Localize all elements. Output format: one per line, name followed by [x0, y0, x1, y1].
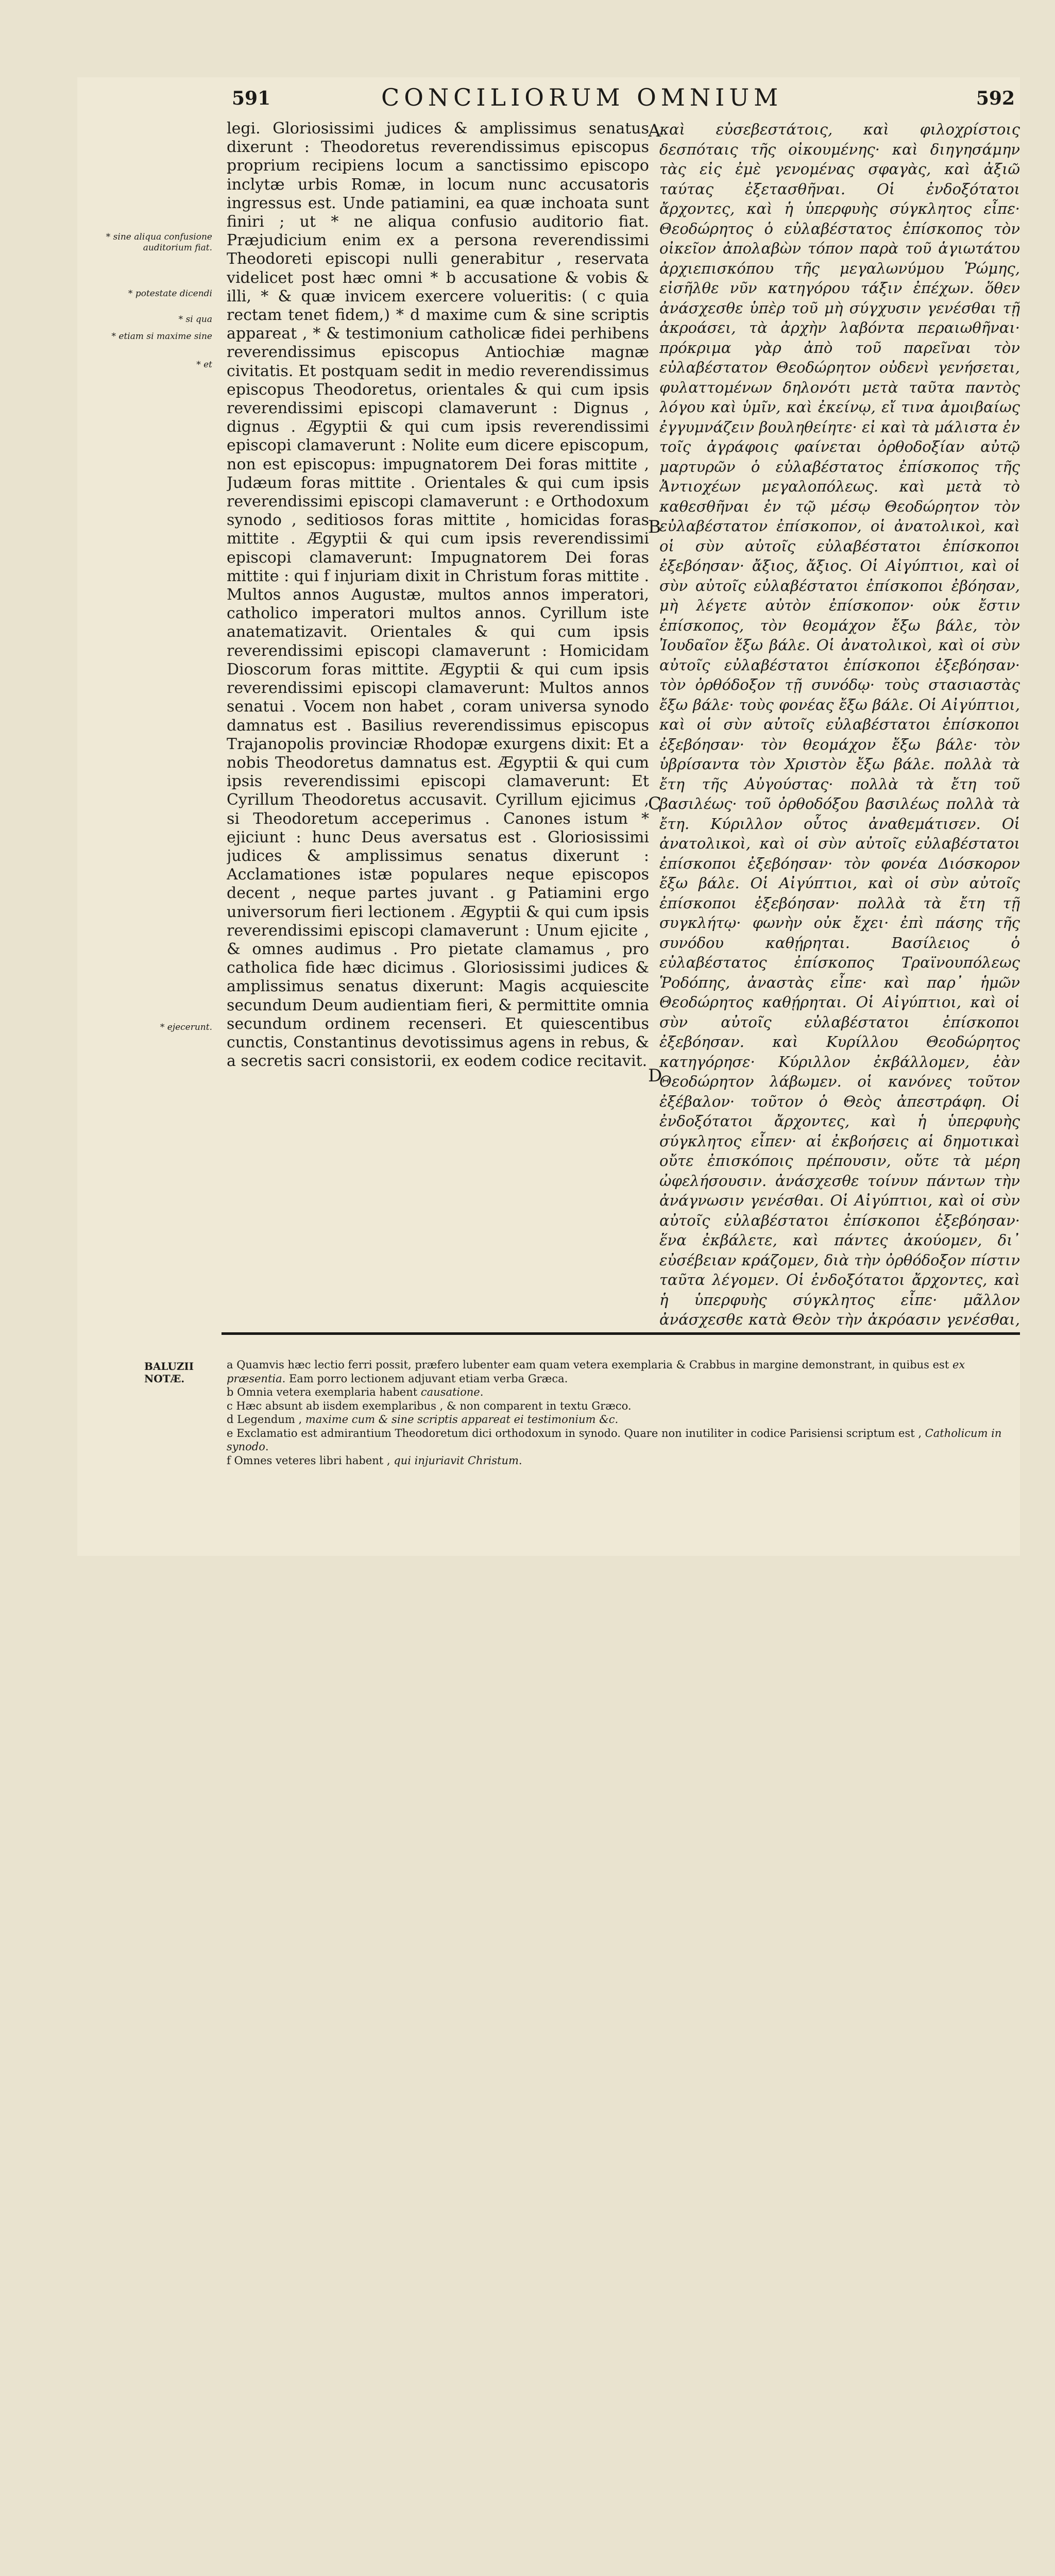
margin-note: * etiam si maxime sine [111, 331, 212, 342]
footnote-a: a Quamvis hæc lectio ferri possit, præfero lubenter eam quam vetera exemplaria & Crabbus in margine demonstrant, in quibus est ex præsentia. Eam porro lectionem adjuvant etiam verba Græca. [227, 1359, 965, 1385]
page-header [77, 83, 1020, 114]
section-letter-d: D [648, 1065, 662, 1086]
running-title: CONCILIORUM OMNIUM [381, 83, 783, 111]
page-number-right: 592 [976, 88, 1015, 109]
footnote-d: d Legendum , maxime cum & sine scriptis appareat ei testimonium &c. [227, 1413, 619, 1426]
margin-note: * ejecerunt. [160, 1022, 212, 1032]
footnotes [227, 1358, 1020, 1467]
footnote-e: e Exclamatio est admirantium Theodoretum dici orthodoxum in synodo. Quare non inutiliter in codice Parisiensi scriptum est , Catholicum in synodo. [227, 1427, 1002, 1453]
book-page [77, 77, 1020, 1556]
footnote-c: c Hæc absunt ab iisdem exemplaribus , & non comparent in textu Græco. [227, 1399, 632, 1412]
margin-note: * si qua [178, 314, 212, 325]
latin-column [227, 120, 649, 1325]
section-letter-c: C [648, 793, 662, 814]
greek-column [659, 120, 1020, 1330]
notes-heading: BALUZII NOTÆ. [144, 1360, 194, 1385]
margin-note: * potestate dicendi [128, 289, 212, 299]
greek-text: καὶ εὐσεβεστάτοις, καὶ φιλοχρίστοις δεσπόταις τῆς οἰκουμένης· καὶ διηγησάμην τὰς εἰς ἐμὲ γενομένας σφαγὰς, καὶ ἀξιῶ ταύτας ἐξετασθῆναι. Οἱ ἐνδοξότατοι ἄρχοντες, καὶ ἡ ὑπερφυὴς σύγκλητος εἶπε· Θεοδώρητος ὁ εὐλαβέστατος ἐπίσκοπος τὸν οἰκεῖον ἀπολαβὼν τόπον παρὰ τοῦ ἁγιωτάτου ἀρχιεπισκόπου τῆς μεγαλωνύμου Ῥώμης, εἰσῆλθε νῦν κατηγόρου τάξιν ἐπέχων. ὅθεν ἀνάσχεσθε ὑπὲρ τοῦ μὴ σύγχυσιν γενέσθαι τῇ ἀκροάσει, τὰ ἀρχὴν λαβόντα περαιωθῆναι· πρόκριμα γὰρ ἀπὸ τοῦ παρεῖναι τὸν εὐλαβέστατον Θεοδώρητον οὐδενὶ γενήσεται, φυλαττομένων δηλονότι μετὰ ταῦτα παντὸς λόγου καὶ ὑμῖν, καὶ ἐκείνῳ, εἴ τινα ἀμοιβαίως ἐγγυμνάζειν βουληθείητε· εἰ καὶ τὰ μάλιστα ἐν τοῖς ἀγράφοις φαίνεται ὀρθοδοξίαν αὐτῷ μαρτυρῶν ὁ εὐλαβέστατος ἐπίσκοπος τῆς Ἀντιοχέων μεγαλοπόλεως. καὶ μετὰ τὸ καθεσθῆναι ἐν τῷ μέσῳ Θεοδώρητον τὸν εὐλαβέστατον ἐπίσκοπον, οἱ ἀνατολικοὶ, καὶ οἱ σὺν αὐτοῖς εὐλαβέστατοι ἐπίσκοποι ἐξεβόησαν· ἄξιος, ἄξιος. Οἱ Αἰγύπτιοι, καὶ οἱ σὺν αὐτοῖς εὐλαβέστατοι ἐπίσκοποι ἐβόησαν, μὴ λέγετε αὐτὸν ἐπίσκοπον· οὐκ ἔστιν ἐπίσκοπος, τὸν θεομάχον ἔξω βάλε, τὸν Ἰουδαῖον ἔξω βάλε. Οἱ ἀνατολικοὶ, καὶ οἱ σὺν αὐτοῖς εὐλαβέστατοι ἐπίσκοποι ἐξεβόησαν· τὸν ὀρθόδοξον τῇ συνόδῳ· τοὺς στασιαστὰς ἔξω βάλε· τοὺς φονέας ἔξω βάλε. Οἱ Αἰγύπτιοι, καὶ οἱ σὺν αὐτοῖς εὐλαβέστατοι ἐπίσκοποι ἐξεβόησαν· τὸν θεομάχον ἔξω βάλε· τὸν ὑβρίσαντα τὸν Χριστὸν ἔξω βάλε. πολλὰ τὰ ἔτη τῆς Αὐγούστας· πολλὰ τὰ ἔτη τοῦ βασιλέως· τοῦ ὀρθοδόξου βασιλέως πολλὰ τὰ ἔτη. Κύριλλον οὗτος ἀναθεμάτισεν. Οἱ ἀνατολικοὶ, καὶ οἱ σὺν αὐτοῖς εὐλαβέστατοι ἐπίσκοποι ἐξεβόησαν· τὸν φονέα Διόσκορον ἔξω βάλε. Οἱ Αἰγύπτιοι, καὶ οἱ σὺν αὐτοῖς ἐπίσκοποι ἐξεβόησαν· πολλὰ τὰ ἔτη τῇ συγκλήτῳ· φωνὴν οὐκ ἔχει· ἐπὶ πάσης τῆς συνόδου καθῄρηται. Βασίλειος ὁ εὐλαβέστατος ἐπίσκοπος Τραϊνουπόλεως Ῥοδόπης, ἀναστὰς εἶπε· καὶ παρ᾽ ἡμῶν Θεοδώρητος καθῄρηται. Οἱ Αἰγύπτιοι, καὶ οἱ σὺν αὐτοῖς εὐλαβέστατοι ἐπίσκοποι ἐξεβόησαν. καὶ Κυρίλλου Θεοδώρητος κατηγόρησε· Κύριλλον ἐκβάλλομεν, ἐὰν Θεοδώρητον λάβωμεν. οἱ κανόνες τοῦτον ἐξέβαλον· τοῦτον ὁ Θεὸς ἀπεστράφη. Οἱ ἐνδοξότατοι ἄρχοντες, καὶ ἡ ὑπερφυὴς σύγκλητος εἶπεν· αἱ ἐκβοήσεις αἱ δημοτικαὶ οὔτε ἐπισκόποις πρέπουσιν, οὔτε τὰ μέρη ὠφελήσουσιν. ἀνάσχεσθε τοίνυν πάντων τὴν ἀνάγνωσιν γενέσθαι. Οἱ Αἰγύπτιοι, καὶ οἱ σὺν αὐτοῖς εὐλαβέστατοι ἐπίσκοποι ἐξεβόησαν· ἕνα ἐκβάλετε, καὶ πάντες ἀκούομεν, δι᾽ εὐσέβειαν κράζομεν, διὰ τὴν ὀρθόδοξον πίστιν ταῦτα λέγομεν. Οἱ ἐνδοξότατοι ἄρχοντες, καὶ ἡ ὑπερφυὴς σύγκλητος εἶπε· μᾶλλον ἀνάσχεσθε κατὰ Θεὸν τὴν ἀκρόασιν γενέσθαι, [659, 121, 1020, 1328]
latin-text: legi. Gloriosissimi judices & amplissimus senatus dixerunt : Theodoretus reverendissimus episcopus proprium recipiens locum a sanctissimo episcopo inclytæ urbis Romæ, in locum nunc accusatoris ingressus est. Unde patiamini, ea quæ inchoata sunt finiri ; ut * ne aliqua confusio auditorio fiat. Præjudicium enim ex a persona reverendissimi Theodoreti episcopi nulli generabitur , reservata videlicet post hæc omni * b accusatione & vobis & illi, * & quæ invicem exercere volueritis: ( c quia rectam tenet fidem,) * d maxime cum & sine scriptis appareat , * & testimonium catholicæ fidei perhibens reverendissimus episcopus Antiochiæ magnæ civitatis. Et postquam sedit in medio reverendissimus episcopus Theodoretus, orientales & qui cum ipsis reverendissimi episcopi clamaverunt : Dignus , dignus . Ægyptii & qui cum ipsis reverendissimi episcopi clamaverunt : Nolite eum dicere episcopum, non est episcopus: impugnatorem Dei foras mittite , Judæum foras mittite . Orientales & qui cum ipsis reverendissimi episcopi clamaverunt : e Orthodoxum synodo , seditiosos foras mittite , homicidas foras mittite . Ægyptii & qui cum ipsis reverendissimi episcopi clamaverunt: Impugnatorem Dei foras mittite : qui f injuriam dixit in Christum foras mittite . Multos annos Augustæ, multos annos imperatori, catholico imperatori multos annos. Cyrillum iste anatematizavit. Orientales & qui cum ipsis reverendissimi episcopi clamaverunt : Homicidam Dioscorum foras mittite. Ægyptii & qui cum ipsis reverendissimi episcopi clamaverunt: Multos annos senatui . Vocem non habet , coram universa synodo damnatus est . Basilius reverendissimus episcopus Trajanopolis provinciæ Rhodopæ exurgens dixit: Et a nobis Theodoretus damnatus est. Ægyptii & qui cum ipsis reverendissimi episcopi clamaverunt: Et Cyrillum Theodoretus accusavit. Cyrillum ejicimus , si Theodoretum acceperimus . Canones istum * ejiciunt : hunc Deus aversatus est . Gloriosissimi judices & amplissimus senatus dixerunt : Acclamationes istæ populares neque episcopos decent , neque partes juvant . g Patiamini ergo universorum fieri lectionem . Ægyptii & qui cum ipsis reverendissimi episcopi clamaverunt : Unum ejicite , & omnes audimus . Pro pietate clamamus , pro catholica fide hæc dicimus . Gloriosissimi judices & amplissimus senatus dixerunt: Magis acquiescite secundum Deum audientiam fieri, & permittite omnia secundum ordinem recenseri. Et quiescentibus cunctis, Constantinus devotissimus agens in rebus, & a secretis sacri consistorii, ex eodem codice recitavit. [227, 120, 649, 1071]
section-letter-a: A [648, 121, 661, 141]
section-letter-b: B [648, 517, 661, 537]
footnote-b: b Omnia vetera exemplaria habent causatione. [227, 1386, 484, 1398]
page-number-left: 591 [232, 88, 271, 109]
margin-note: * et [196, 360, 212, 370]
footnote-f: f Omnes veteres libri habent , qui injuriavit Christum. [227, 1454, 522, 1467]
footnote-rule [222, 1332, 1020, 1335]
margin-note: * sine aliqua confusione auditorium fiat. [106, 232, 212, 253]
